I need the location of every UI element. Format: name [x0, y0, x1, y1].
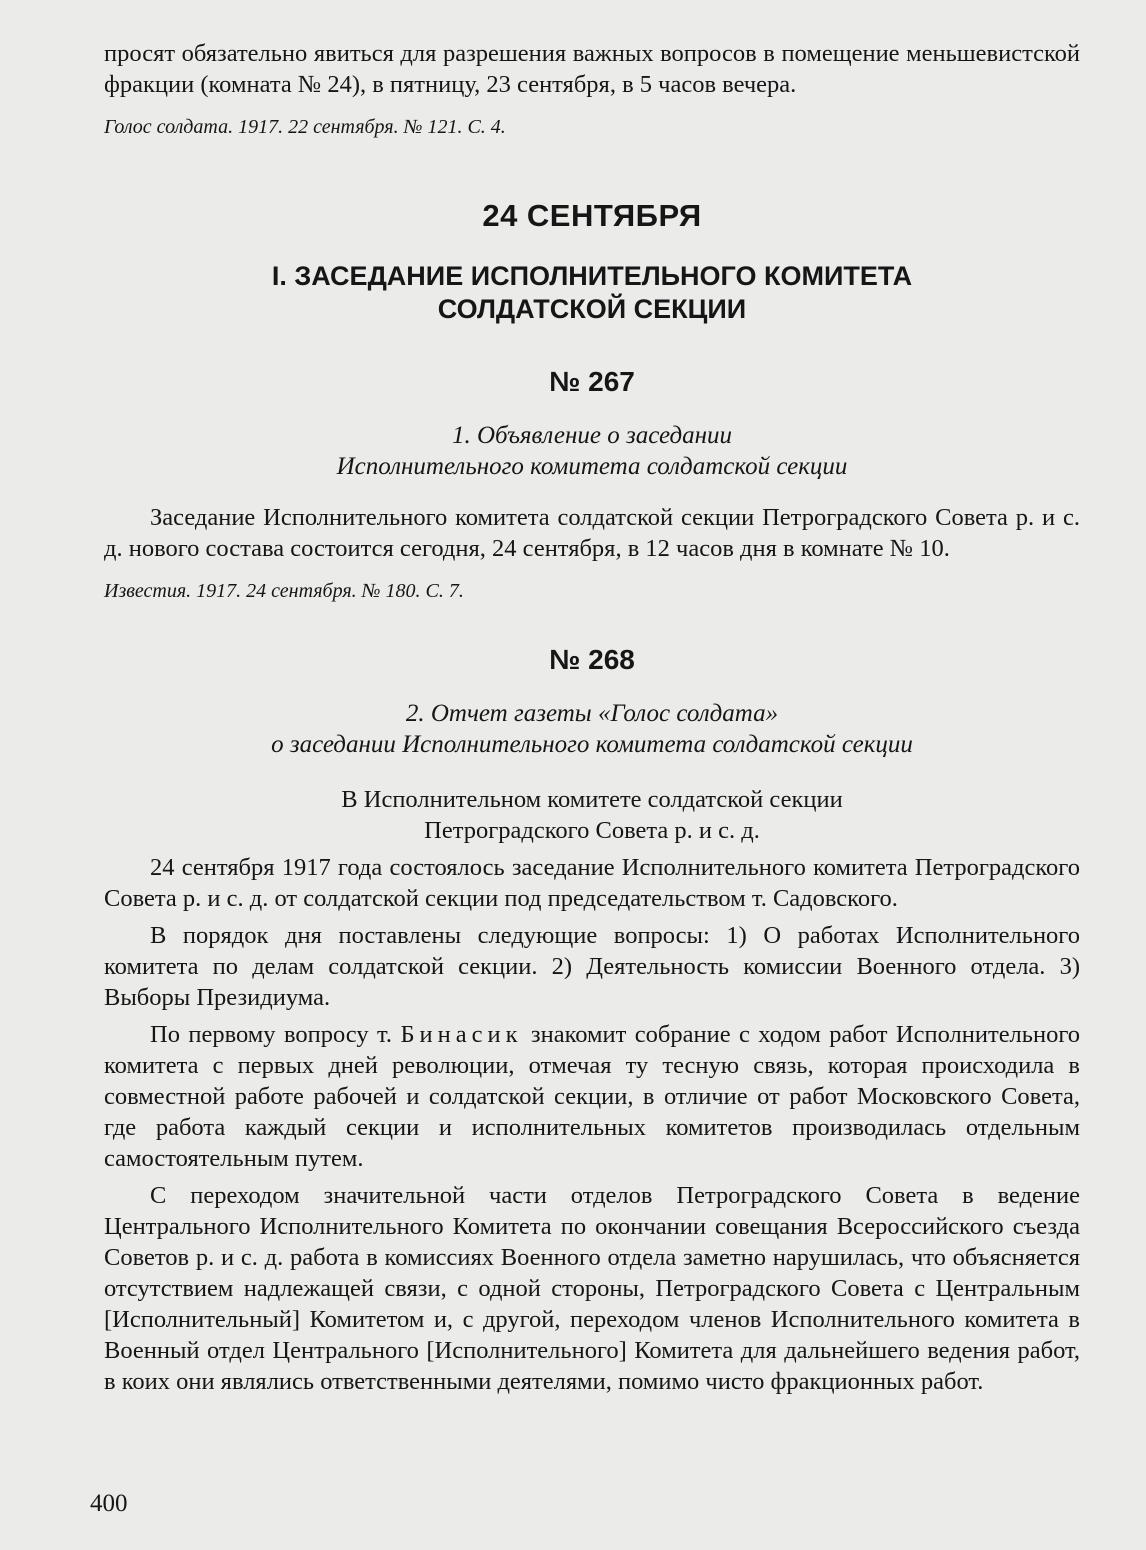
paragraph-text: По первому вопросу т. [150, 1021, 393, 1048]
source-citation: Голос солдата. 1917. 22 сентября. № 121. С. 4. [104, 116, 506, 138]
announcement-paragraph: Заседание Исполнительного комитета солдатской секции Петроградского Совета р. и с. д. нового состава состоится сегодня, 24 сентября, в 12 часов дня в комнате № 10. [104, 504, 1080, 562]
report-paragraph: С переходом значительной части отделов Петроградского Совета в ведение Центрального Исполнительного Комитета по окончании совещания Всероссийского съезда Советов р. и с. д. работа в комиссиях Военного отдела заметно нарушилась, что объясняется отсутствием надлежащей связи, с одной стороны, Петроградского Совета с Центральным [Исполнительный] Комитетом и, с другой, переходом членов Исполнительного комитета в Военный отдел Центрального [Исполнительного] Комитета для дальнейшего ведения работ, в коих они являлись ответственными деятелями, помимо чисто фракционных работ. [104, 1182, 1080, 1395]
report-paragraph [104, 1019, 1080, 1174]
article-heading-line: В Исполнительном комитете солдатской секции [341, 786, 843, 813]
continued-paragraph: просят обязательно явиться для разрешения важных вопросов в помещение меньшевистской фракции (комната № 24), в пятницу, 23 сентября, в 5 часов вечера. [104, 40, 1080, 98]
section-heading-line: I. ЗАСЕДАНИЕ ИСПОЛНИТЕЛЬНОГО КОМИТЕТА [271, 261, 913, 291]
date-heading: 24 СЕНТЯБРЯ [482, 198, 702, 233]
section-heading [104, 260, 1080, 326]
document-title-line: о заседании Исполнительного комитета солдатской секции [271, 731, 913, 758]
document-title-line: 2. Отчет газеты «Голос солдата» [405, 700, 779, 727]
document-number-267: № 267 [549, 366, 635, 397]
report-paragraph: В порядок дня поставлены следующие вопросы: 1) О работах Исполнительного комитета по делам солдатской секции. 2) Деятельность комиссии Военного отдела. 3) Выборы Президиума. [104, 922, 1080, 1011]
section-heading-line: СОЛДАТСКОЙ СЕКЦИИ [437, 294, 747, 324]
paragraph-text: знакомит собрание с ходом работ Исполнительного комитета с первых дней революции, отмечая ту тесную связь, которая происходила в совместной работе рабочей и солдатской секции, в отличие от работ Московского Совета, где работа каждый секции и исполнительных комитетов производилась отдельным самостоятельным путем. [104, 1021, 1081, 1172]
document-title-268 [104, 698, 1080, 760]
document-title-267 [104, 420, 1080, 482]
document-number-268: № 268 [549, 644, 635, 675]
speaker-name: Бинасик [400, 1021, 523, 1048]
document-title-line: Исполнительного комитета солдатской секции [336, 453, 848, 480]
article-heading-line: Петроградского Совета р. и с. д. [424, 817, 760, 844]
page-number: 400 [90, 1490, 128, 1517]
document-title-line: 1. Объявление о заседании [451, 422, 733, 449]
article-heading [104, 784, 1080, 846]
report-paragraph: 24 сентября 1917 года состоялось заседание Исполнительного комитета Петроградского Совета р. и с. д. от солдатской секции под председательством т. Садовского. [104, 854, 1080, 912]
source-citation: Известия. 1917. 24 сентября. № 180. С. 7. [104, 580, 464, 602]
